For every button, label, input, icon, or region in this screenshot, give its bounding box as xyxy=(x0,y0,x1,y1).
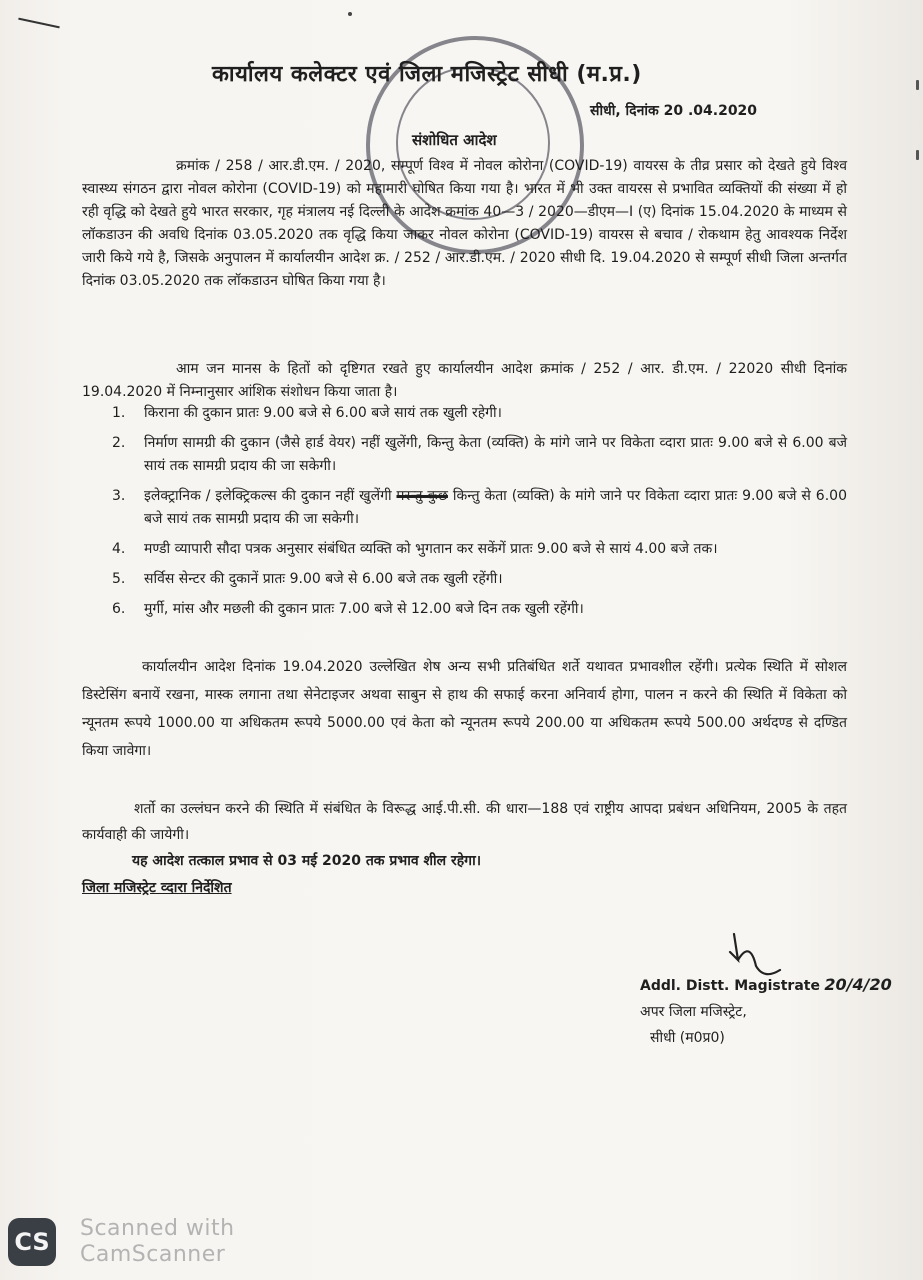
item-number: 4. xyxy=(112,541,126,557)
item-text: मण्डी व्यापारी सौदा पत्रक अनुसार संबंधित व्यक्ति को भुगतान कर सकेंगें प्रातः 9.00 बजे से सायं 4.00 बजे तक। xyxy=(144,541,718,557)
item-text: सर्विस सेन्टर की दुकानें प्रातः 9.00 बजे से 6.00 बजे तक खुली रहेंगी। xyxy=(144,571,503,587)
amendment-list xyxy=(112,402,847,628)
signatory-place: सीधी (म0प्र0) xyxy=(650,1030,725,1046)
scanner-watermark xyxy=(0,1212,300,1272)
struck-text: परन्तु कुछ xyxy=(396,488,448,504)
list-item xyxy=(112,432,847,478)
list-item xyxy=(112,402,847,425)
item-number: 3. xyxy=(112,488,126,504)
effect-line: यह आदेश तत्काल प्रभाव से 03 मई 2020 तक प्रभाव शील रहेगा। xyxy=(132,853,481,869)
list-item xyxy=(112,598,847,621)
item-number: 2. xyxy=(112,435,126,451)
scanner-caption xyxy=(80,1216,235,1268)
order-heading: संशोधित आदेश xyxy=(412,131,497,149)
list-item xyxy=(112,538,847,561)
main-paragraph: क्रमांक / 258 / आर.डी.एम. / 2020, सम्पूर्ण विश्व में नोवल कोरोना (COVID-19) वायरस के तीव्र प्रसार को देखते हुये विश्व स्वास्थ्य संगठन द्वारा नोवल कोरोना (COVID-19) को महामारी घोषित किया गया है। भारत में भी उक्त वायरस से प्रभावित व्यक्तियों की संख्या में हो रही वृद्धि को देखते हुये भारत सरकार, गृह मंत्रालय नई दिल्ली के आदेश क्रमांक 40—3 / 2020—डीएम—I (ए) दिनांक 15.04.2020 के माध्यम से लॉकडाउन की अवधि दिनांक 03.05.2020 तक वृद्धि किया जाकर नोवल कोरोना (COVID-19) वायरस से बचाव / रोकथाम हेतु आवश्यक निर्देश जारी किये गये है, जिसके अनुपालन में कार्यालयीन आदेश क्र. / 252 / आर.डी.एम. / 2020 सीधी दि. 19.04.2020 से सम्पूर्ण सीधी जिला अन्तर्गत दिनांक 03.05.2020 तक लॉकडाउन घोषित किया गया है। xyxy=(82,158,847,289)
list-item xyxy=(112,568,847,591)
item-text: मुर्गी, मांस और मछली की दुकान प्रातः 7.00 बजे से 12.00 बजे दिन तक खुली रहेंगी। xyxy=(144,601,584,617)
scanner-line1: Scanned with xyxy=(80,1216,235,1241)
office-title: कार्यालय कलेक्टर एवं जिला मजिस्ट्रेट सीधी (म.प्र.) xyxy=(212,62,642,87)
edge-mark xyxy=(916,150,919,160)
violation-paragraph: शर्तो का उल्लंघन करने की स्थिति में संबंधित के विरूद्ध आई.पी.सी. की धारा—188 एवं राष्ट्रीय आपदा प्रबंधन अधिनियम, 2005 के तहत कार्यवाही की जायेगी। xyxy=(82,801,847,843)
amendment-paragraph: आम जन मानस के हितों को दृष्टिगत रखते हुए कार्यालयीन आदेश क्रमांक / 252 / आर. डी.एम. / 22020 सीधी दिनांक 19.04.2020 में निम्नानुसार आंशिक संशोधन किया जाता है। xyxy=(82,361,847,400)
order-date: सीधी, दिनांक 20 .04.2020 xyxy=(590,103,758,119)
pen-mark xyxy=(18,18,59,29)
item-text-after: किन्तु केता (व्यक्ति) के मांगे जाने पर विकेता व्दारा प्रातः 9.00 बजे से 6.00 बजे सायं तक सामग्री प्रदाय की जा सकेगी। xyxy=(144,488,847,527)
signature-block xyxy=(640,972,892,1051)
signatory-designation: अपर जिला मजिस्ट्रेट, xyxy=(640,1004,747,1020)
directed-by: जिला मजिस्ट्रेट व्दारा निर्देशित xyxy=(82,880,232,896)
ink-dot xyxy=(348,12,352,16)
signatory-title-en: Addl. Distt. Magistrate xyxy=(640,978,820,994)
handwritten-date: 20/4/20 xyxy=(824,975,892,994)
list-item xyxy=(112,485,847,531)
edge-mark xyxy=(916,80,919,90)
scanner-line2: CamScanner xyxy=(80,1242,226,1267)
camscanner-logo-icon: CS xyxy=(8,1218,56,1266)
item-text: किराना की दुकान प्रातः 9.00 बजे से 6.00 बजे सायं तक खुली रहेगी। xyxy=(144,405,502,421)
conditions-paragraph: कार्यालयीन आदेश दिनांक 19.04.2020 उल्लेखित शेष अन्य सभी प्रतिबंधित शर्ते यथावत प्रभावशील रहेंगी। प्रत्येक स्थिति में सोशल डिस्टेसिंग बनायें रखना, मास्क लगाना तथा सेनेटाइजर अथवा साबुन से हाथ की सफाई करना अनिवार्य होगा, पालन न करने की स्थिति में विकेता को न्यूनतम रूपये 1000.00 या अधिकतम रूपये 5000.00 एवं केता को न्यूनतम रूपये 200.00 या अधिकतम रूपये 500.00 अर्थदण्ड से दण्डित किया जावेगा। xyxy=(82,659,847,759)
item-number: 1. xyxy=(112,405,126,421)
item-number: 6. xyxy=(112,601,126,617)
item-text: निर्माण सामग्री की दुकान (जैसे हार्ड वेयर) नहीं खुलेंगी, किन्तु केता (व्यक्ति) के मांगे जाने पर विकेता व्दारा प्रातः 9.00 बजे से 6.00 बजे सायं तक सामग्री प्रदाय की जा सकेगी। xyxy=(144,435,847,474)
item-number: 5. xyxy=(112,571,126,587)
item-text-before: इलेक्ट्रानिक / इलेक्ट्रिकल्स की दुकान नहीं खुलेंगी xyxy=(144,488,392,504)
